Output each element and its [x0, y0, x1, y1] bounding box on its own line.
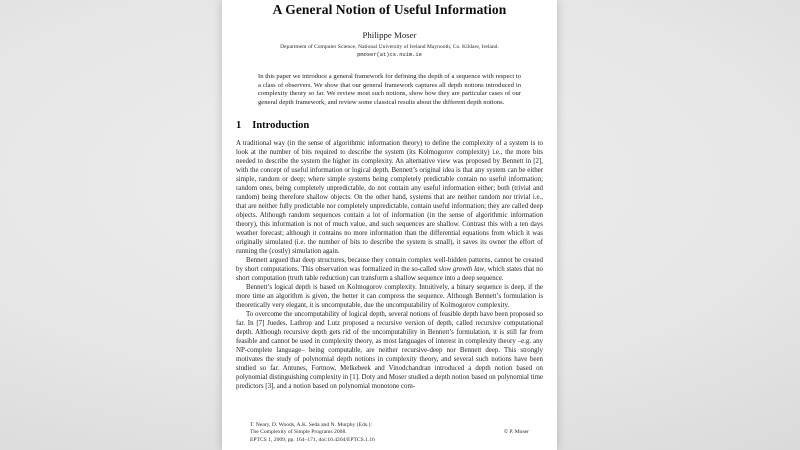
author-email: pmoser(at)cs.nuim.ie [357, 52, 422, 58]
footer-copyright: © P. Moser [503, 429, 529, 436]
author-name: Philippe Moser [362, 30, 417, 40]
paragraph-2-text-end: , which states that no short computation (truth table reduction) can transform a shallow sequence into a deep sequence. [236, 266, 543, 283]
introduction-body [236, 139, 543, 391]
slow-growth-law-term: slow growth law [438, 266, 485, 274]
footer-proceedings: The Complexity of Simple Programs 2008. [250, 429, 347, 436]
section-title: Introduction [252, 120, 310, 132]
paragraph-2 [236, 256, 543, 283]
footer-editors: T. Neary, D. Woods, A.K. Seda and N. Murphy (Eds.): [250, 422, 372, 429]
paragraph-2-text: Bennett argued that deep structures, because they contain complex well-hidden patterns, cannot be created by short computations. This observation was formalized in the so-called [236, 257, 543, 274]
paragraph-3: Bennett’s logical depth is based on Kolmogorov complexity. Intuitively, a binary sequence is deep, if the more time an algorithm is given, the better it can compress the sequence. Although Bennett’s formulation is theoretically very elegant, it is uncomputable, due the uncomputability of Kolmogorov complexity. [236, 284, 543, 310]
paragraph-4: To overcome the uncomputability of logical depth, several notions of feasible depth have been proposed so far. In [7] Juedes, Lathrop and Lutz proposed a recursive version of depth, called recursive computational depth. Although recursive depth gets rid of the uncomputability in Bennett’s formulation, it is still far from feasible and cannot be used in complexity theory, as most languages of interest in complexity theory –e.g. any NP-complete language– being computable, are neither recursive-deep nor Bennett deep. This strongly motivates the study of polynomial depth notions in complexity theory, and several such notions have been studied so far. Antunes, Fortnow, Melkebeek and Vinodchandran introduced a depth notion based on polynomial distinguishing complexity in [1]. Doty and Moser studied a depth notion based on polynomial time predictors [3], and a notion based on polynomial monotone com- [236, 311, 543, 391]
footer-eptcs-reference: EPTCS 1, 2009, pp. 164–171, doi:10.4204/EPTCS.1.16 [250, 436, 375, 443]
paper-page [222, 0, 557, 450]
section-heading-introduction [236, 120, 543, 131]
author-affiliation: Department of Computer Science, National University of Ireland Maynooth, Co. Kildare, Ireland. [280, 44, 499, 50]
paper-title: A General Notion of Useful Information [272, 2, 507, 17]
section-number: 1 [236, 120, 242, 132]
abstract: In this paper we introduce a general framework for defining the depth of a sequence with respect to a class of observers. We show that our general framework captures all depth notions introduced in complexity theory so far. We review most such notions, show how they are particular cases of our general depth framework, and review some classical results about the different depth notions. [258, 73, 521, 106]
paragraph-1: A traditional way (in the sense of algorithmic information theory) to define the complexity of a system is to look at the number of bits required to describe the system (its Kolmogorov complexity) i.e., the more bits needed to describe the system the higher its complexity. An alternative view was proposed by Bennett in [2], with the concept of useful information or logical depth. Bennett’s original idea is that any system can be either simple, random or deep; where simple systems being completely predictable contain no useful information; random ones, being completely unpredictable, do not contain any useful information either; both (trivial and random) being therefore shallow objects. On the other hand, systems that are neither random nor trivial i.e., that are neither fully predictable nor completely unpredictable, contain useful information; they are called deep objects. Although random sequences contain a lot of information (in the sense of algorithmic information theory), this information is not of much value, and such sequences are shallow. Contrast this with a ten days weather forecast; although it contains no more information than the differential equations from which it was originally simulated (i.e. the number of bits to describe the system is small), it saves its owner the effort of running the (costly) simulation again. [236, 140, 543, 256]
page-content [236, 0, 543, 450]
footer [250, 422, 529, 444]
